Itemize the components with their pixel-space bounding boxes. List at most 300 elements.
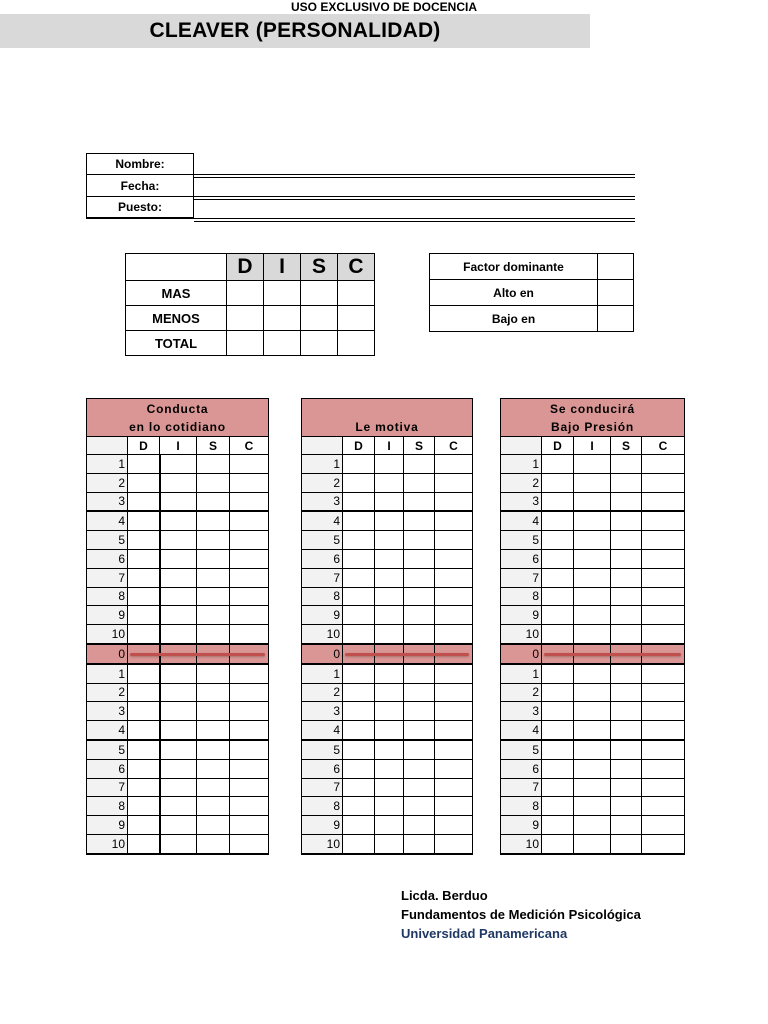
grid-cell-c[interactable]: [435, 455, 473, 474]
mas-i[interactable]: [264, 281, 301, 306]
grid-cell-i[interactable]: [574, 740, 611, 759]
grid-cell-d[interactable]: [343, 702, 375, 721]
grid-row: [302, 759, 473, 778]
grid-cell-d[interactable]: [128, 702, 160, 721]
grid-cell-s[interactable]: [404, 511, 435, 530]
grid-row: [87, 568, 269, 587]
total-d[interactable]: [227, 331, 264, 356]
grid-cell-d[interactable]: [343, 549, 375, 568]
grid-row-number: 2: [87, 683, 128, 702]
grid-cell-s[interactable]: [404, 834, 435, 853]
grid-cell-c[interactable]: [435, 664, 473, 683]
grid-cell-i[interactable]: [574, 834, 611, 853]
grid-cell-s[interactable]: [197, 797, 230, 816]
grid-cell-d[interactable]: [542, 568, 574, 587]
grid-cell-s[interactable]: [611, 683, 642, 702]
grid-cell-s[interactable]: [404, 473, 435, 492]
grid-cell-c[interactable]: [230, 721, 269, 740]
grid-cell-d[interactable]: [542, 683, 574, 702]
grid-cell-s[interactable]: [611, 511, 642, 530]
grid-cell-d[interactable]: [128, 492, 160, 511]
grid-cell-c[interactable]: [435, 797, 473, 816]
grid-cell-c[interactable]: [230, 834, 269, 853]
grid-cell-c[interactable]: [435, 549, 473, 568]
grid-cell-s[interactable]: [197, 625, 230, 644]
grid-cell-i[interactable]: [375, 455, 404, 474]
menos-s[interactable]: [301, 306, 338, 331]
grid-cell-s[interactable]: [197, 740, 230, 759]
factor-dominante-value[interactable]: [598, 254, 634, 280]
total-s[interactable]: [301, 331, 338, 356]
grid-row-number: 8: [501, 797, 542, 816]
grid-cell-s[interactable]: [197, 834, 230, 853]
grid-cell-c[interactable]: [230, 531, 269, 550]
grid-cell-s[interactable]: [611, 834, 642, 853]
grid-cell-i[interactable]: [160, 492, 197, 511]
grid-cell-d[interactable]: [542, 778, 574, 797]
grid-cell-s[interactable]: [611, 816, 642, 835]
grid-cell-s[interactable]: [404, 492, 435, 511]
grid-cell-c[interactable]: [435, 683, 473, 702]
grid-cell-c[interactable]: [230, 816, 269, 835]
grid-cell-d[interactable]: [542, 587, 574, 606]
grid-cell-i[interactable]: [574, 511, 611, 530]
grid-cell-s[interactable]: [197, 473, 230, 492]
grid-cell-c[interactable]: [230, 797, 269, 816]
grid-cell-i[interactable]: [375, 797, 404, 816]
grid-cell-c[interactable]: [642, 834, 685, 853]
grid-cell-i[interactable]: [375, 759, 404, 778]
grid-cell-i[interactable]: [574, 778, 611, 797]
grid-cell-c[interactable]: [230, 549, 269, 568]
grid-cell-i[interactable]: [160, 816, 197, 835]
grid-cell-d[interactable]: [343, 759, 375, 778]
grid-cell-s[interactable]: [611, 702, 642, 721]
grid-row: [87, 587, 269, 606]
grid-cell-c[interactable]: [230, 473, 269, 492]
grid-cell-i[interactable]: [574, 455, 611, 474]
grid-row: [302, 492, 473, 511]
grid-cell-i[interactable]: [160, 625, 197, 644]
grid-cell-c[interactable]: [435, 511, 473, 530]
nombre-line[interactable]: [194, 174, 635, 178]
grid-cell-c[interactable]: [230, 511, 269, 530]
grid-row: [501, 455, 685, 474]
grid-cell-s[interactable]: [611, 568, 642, 587]
grid-cell-c[interactable]: [435, 834, 473, 853]
grid-cell-d[interactable]: [128, 778, 160, 797]
grid-cell-c[interactable]: [230, 778, 269, 797]
grid-cell-s[interactable]: [197, 816, 230, 835]
grid-cell-c[interactable]: [642, 797, 685, 816]
alto-en-value[interactable]: [598, 280, 634, 306]
grid-title-line1: Se conducirá: [550, 401, 635, 416]
grid-cell-d[interactable]: [343, 683, 375, 702]
grid-cell-s[interactable]: [404, 721, 435, 740]
grid-cell-s[interactable]: [404, 797, 435, 816]
grid-cell-d[interactable]: [542, 511, 574, 530]
grid-cell-c[interactable]: [642, 455, 685, 474]
grid-row: [87, 531, 269, 550]
grid-cell-i[interactable]: [574, 606, 611, 625]
grid-cell-d[interactable]: [128, 606, 160, 625]
grid-cell-c[interactable]: [642, 683, 685, 702]
grid-cell-i[interactable]: [375, 778, 404, 797]
grid-cell-i[interactable]: [160, 702, 197, 721]
grid-row-number: 4: [87, 511, 128, 530]
mas-c[interactable]: [338, 281, 375, 306]
grid-cell-s[interactable]: [197, 587, 230, 606]
grid-row-number: 6: [302, 549, 343, 568]
grid-row-number: 6: [302, 759, 343, 778]
grid-cell-c[interactable]: [230, 625, 269, 644]
grid-cell-i[interactable]: [574, 816, 611, 835]
grid-cell-c[interactable]: [435, 721, 473, 740]
grid-row-number: 9: [501, 606, 542, 625]
grid-cell-c[interactable]: [642, 702, 685, 721]
grid-cell-c[interactable]: [435, 816, 473, 835]
grid-cell-s[interactable]: [197, 664, 230, 683]
grid-cell-d[interactable]: [343, 587, 375, 606]
grid-row-number: 7: [501, 778, 542, 797]
grid-cell-c[interactable]: [642, 492, 685, 511]
grid-cell-d[interactable]: [343, 721, 375, 740]
grid-row: [87, 702, 269, 721]
grid-cell-c[interactable]: [230, 568, 269, 587]
grid-cell-i[interactable]: [160, 606, 197, 625]
grid-cell-i[interactable]: [375, 606, 404, 625]
grid-cell-c[interactable]: [435, 759, 473, 778]
grid-cell-i[interactable]: [574, 759, 611, 778]
grid-cell-c[interactable]: [642, 587, 685, 606]
grid-cell-s[interactable]: [611, 778, 642, 797]
grid-cell-d[interactable]: [542, 606, 574, 625]
grid-cell-i[interactable]: [375, 664, 404, 683]
grid-cell-d[interactable]: [343, 664, 375, 683]
grid-title-line2: en lo cotidiano: [129, 419, 226, 434]
grid-cell-i[interactable]: [160, 683, 197, 702]
grid-cell-c[interactable]: [230, 702, 269, 721]
grid-cell-i[interactable]: [574, 531, 611, 550]
grid-col-header-s: S: [197, 437, 230, 455]
grid-cell-d[interactable]: [542, 625, 574, 644]
grid-cell-i[interactable]: [574, 492, 611, 511]
grid-cell-i[interactable]: [375, 702, 404, 721]
grid-cell-s[interactable]: [197, 778, 230, 797]
grid-cell-i[interactable]: [375, 568, 404, 587]
grid-cell-d[interactable]: [542, 740, 574, 759]
grid-cell-c[interactable]: [642, 511, 685, 530]
grid-cell-d[interactable]: [343, 816, 375, 835]
grid-cell-c[interactable]: [642, 759, 685, 778]
grid-cell-i[interactable]: [574, 473, 611, 492]
grid-cell-i[interactable]: [160, 568, 197, 587]
grid-cell-d[interactable]: [128, 511, 160, 530]
grid-row: [87, 834, 269, 853]
grid-cell-c[interactable]: [642, 740, 685, 759]
grid-row: [501, 492, 685, 511]
grid-cell-i[interactable]: [160, 587, 197, 606]
grid-cell-s[interactable]: [404, 455, 435, 474]
grid-cell-i[interactable]: [375, 473, 404, 492]
total-c[interactable]: [338, 331, 375, 356]
grid-cell-i[interactable]: [160, 740, 197, 759]
grid-cell-i[interactable]: [160, 511, 197, 530]
grid-cell-s[interactable]: [611, 664, 642, 683]
row-label-total: TOTAL: [126, 331, 227, 356]
grid-cell-s[interactable]: [197, 606, 230, 625]
grid-cell-c[interactable]: [642, 473, 685, 492]
grid-cell-s[interactable]: [611, 492, 642, 511]
grid-cell-d[interactable]: [343, 606, 375, 625]
mas-d[interactable]: [227, 281, 264, 306]
grid-cell-c[interactable]: [642, 606, 685, 625]
grid-cell-s[interactable]: [611, 721, 642, 740]
grid-cell-d[interactable]: [128, 721, 160, 740]
grid-cell-s[interactable]: [404, 740, 435, 759]
grid-cell-i[interactable]: [574, 797, 611, 816]
grid-cell-i[interactable]: [375, 511, 404, 530]
grid-cell-i[interactable]: [375, 492, 404, 511]
grid-cell-d[interactable]: [343, 473, 375, 492]
grid-cell-s[interactable]: [611, 473, 642, 492]
grid-cell-c[interactable]: [230, 492, 269, 511]
grid-cell-s[interactable]: [404, 816, 435, 835]
grid-cell-c[interactable]: [642, 625, 685, 644]
grid-cell-s[interactable]: [404, 606, 435, 625]
grid-cell-i[interactable]: [375, 587, 404, 606]
grid-cell-d[interactable]: [343, 531, 375, 550]
grid-cell-d[interactable]: [343, 797, 375, 816]
grid-cell-c[interactable]: [230, 606, 269, 625]
grid-cell-c[interactable]: [230, 740, 269, 759]
grid-row-number: 6: [501, 549, 542, 568]
grid-col-header-i: I: [160, 437, 197, 455]
grid-cell-i[interactable]: [375, 531, 404, 550]
grid-cell-s[interactable]: [611, 531, 642, 550]
grid-cell-c[interactable]: [435, 740, 473, 759]
grid-cell-i[interactable]: [160, 721, 197, 740]
grid-cell-c[interactable]: [435, 702, 473, 721]
puesto-line[interactable]: [194, 218, 635, 222]
grid-cell-i[interactable]: [160, 455, 197, 474]
grid-cell-i[interactable]: [160, 834, 197, 853]
grid-cell-d[interactable]: [542, 759, 574, 778]
grid-cell-s[interactable]: [611, 797, 642, 816]
grid-cell-d[interactable]: [542, 549, 574, 568]
grid-cell-c[interactable]: [642, 664, 685, 683]
grid-cell-d[interactable]: [542, 473, 574, 492]
grid-cell-d[interactable]: [128, 797, 160, 816]
grid-row-number: 0: [87, 644, 128, 664]
grid-cell-d[interactable]: [343, 568, 375, 587]
mas-s[interactable]: [301, 281, 338, 306]
grid-cell-i[interactable]: [574, 587, 611, 606]
grid-cell-i[interactable]: [160, 531, 197, 550]
grid-cell-d[interactable]: [343, 511, 375, 530]
grid-cell-d[interactable]: [128, 587, 160, 606]
grid-cell-d[interactable]: [128, 473, 160, 492]
grid-cell-s[interactable]: [404, 759, 435, 778]
grid-cell-i[interactable]: [574, 549, 611, 568]
grid-cell-d[interactable]: [542, 531, 574, 550]
grid-cell-s[interactable]: [197, 759, 230, 778]
grid-cell-c[interactable]: [435, 492, 473, 511]
grid-cell-d[interactable]: [542, 455, 574, 474]
grid-cell-s[interactable]: [404, 531, 435, 550]
grid-cell-d[interactable]: [128, 568, 160, 587]
grid-cell-s[interactable]: [197, 568, 230, 587]
grid-cell-d[interactable]: [343, 834, 375, 853]
grid-cell-s[interactable]: [611, 587, 642, 606]
grid-cell-c[interactable]: [230, 759, 269, 778]
grid-cell-d[interactable]: [128, 625, 160, 644]
grid-cell-d[interactable]: [343, 625, 375, 644]
grid-cell-c[interactable]: [642, 531, 685, 550]
grid-cell-d[interactable]: [542, 816, 574, 835]
grid-cell-c[interactable]: [642, 721, 685, 740]
grid-cell-d[interactable]: [128, 834, 160, 853]
grid-row-number: 4: [302, 721, 343, 740]
grid-cell-d[interactable]: [128, 740, 160, 759]
fecha-line[interactable]: [194, 196, 635, 200]
grid-cell-d[interactable]: [343, 740, 375, 759]
grid-cell-s[interactable]: [611, 740, 642, 759]
factor-dominante-label: Factor dominante: [430, 254, 598, 280]
grid-row: [501, 778, 685, 797]
zero-baseline-line: [544, 653, 681, 656]
grid-cell-d[interactable]: [343, 778, 375, 797]
grid-cell-s[interactable]: [197, 683, 230, 702]
grid-cell-d[interactable]: [542, 721, 574, 740]
grid-cell-c[interactable]: [230, 455, 269, 474]
grid-row: [87, 455, 269, 474]
grid-cell-d[interactable]: [542, 702, 574, 721]
grid-cell-i[interactable]: [375, 549, 404, 568]
grid-cell-s[interactable]: [197, 702, 230, 721]
grid-cell-c[interactable]: [230, 683, 269, 702]
grid-cell-s[interactable]: [404, 664, 435, 683]
grid-cell-s[interactable]: [197, 531, 230, 550]
grid-cell-c[interactable]: [435, 568, 473, 587]
grid-cell-s[interactable]: [404, 625, 435, 644]
grid-cell-d[interactable]: [128, 816, 160, 835]
grid-cell-c[interactable]: [435, 587, 473, 606]
grid-cell-d[interactable]: [128, 455, 160, 474]
grid-row-number: 9: [302, 816, 343, 835]
grid-cell-s[interactable]: [404, 568, 435, 587]
grid-cell-i[interactable]: [160, 473, 197, 492]
grid-cell-s[interactable]: [611, 455, 642, 474]
grid-cell-i[interactable]: [160, 664, 197, 683]
grid-cell-c[interactable]: [642, 778, 685, 797]
grid-cell-c[interactable]: [435, 625, 473, 644]
menos-i[interactable]: [264, 306, 301, 331]
grid-cell-d[interactable]: [128, 531, 160, 550]
total-i[interactable]: [264, 331, 301, 356]
grid-cell-c[interactable]: [642, 816, 685, 835]
grid-cell-d[interactable]: [542, 834, 574, 853]
grid-cell-d[interactable]: [128, 549, 160, 568]
grid-cell-s[interactable]: [611, 759, 642, 778]
grid-cell-i[interactable]: [375, 834, 404, 853]
grid-cell-s[interactable]: [404, 587, 435, 606]
grid-cell-i[interactable]: [160, 759, 197, 778]
bajo-en-value[interactable]: [598, 306, 634, 332]
grid-cell-c[interactable]: [435, 778, 473, 797]
grid-col-header-c: C: [230, 437, 269, 455]
grid-row: [501, 797, 685, 816]
grid-row-number: 0: [501, 644, 542, 664]
grid-cell-i[interactable]: [574, 664, 611, 683]
grid-cell-c[interactable]: [435, 606, 473, 625]
grid-cell-c[interactable]: [642, 568, 685, 587]
grid-cell-d[interactable]: [128, 683, 160, 702]
grid-cell-i[interactable]: [375, 721, 404, 740]
menos-d[interactable]: [227, 306, 264, 331]
grid-row: [501, 511, 685, 530]
grid-cell-s[interactable]: [611, 549, 642, 568]
menos-c[interactable]: [338, 306, 375, 331]
disc-header-d: D: [227, 254, 264, 281]
grid-row: [302, 664, 473, 683]
grid-cell-i[interactable]: [574, 625, 611, 644]
grid-cell-s[interactable]: [197, 455, 230, 474]
grid-cell-d[interactable]: [128, 664, 160, 683]
grid-cell-c[interactable]: [435, 531, 473, 550]
grid-cell-s[interactable]: [197, 492, 230, 511]
grid-cell-i[interactable]: [160, 797, 197, 816]
disc-header-c: C: [338, 254, 375, 281]
grid-cell-c[interactable]: [642, 549, 685, 568]
disc-header-s: S: [301, 254, 338, 281]
grid-cell-i[interactable]: [574, 702, 611, 721]
grid-cell-d[interactable]: [542, 664, 574, 683]
grid-cell-i[interactable]: [375, 625, 404, 644]
grid-cell-s[interactable]: [197, 511, 230, 530]
grid-cell-i[interactable]: [160, 778, 197, 797]
grid-cell-i[interactable]: [574, 568, 611, 587]
grid-cell-i[interactable]: [375, 740, 404, 759]
grid-cell-s[interactable]: [404, 702, 435, 721]
grid-cell-i[interactable]: [574, 721, 611, 740]
grid-cell-i[interactable]: [574, 683, 611, 702]
grid-cell-s[interactable]: [611, 625, 642, 644]
grid-cell-s[interactable]: [404, 683, 435, 702]
grid-cell-c[interactable]: [230, 587, 269, 606]
grid-cell-i[interactable]: [375, 683, 404, 702]
grid-cell-s[interactable]: [611, 606, 642, 625]
grid-cell-s[interactable]: [197, 721, 230, 740]
grid-cell-d[interactable]: [128, 759, 160, 778]
grid-cell-d[interactable]: [343, 455, 375, 474]
grid-cell-s[interactable]: [404, 549, 435, 568]
grid-cell-d[interactable]: [542, 797, 574, 816]
grid-row-number: 1: [87, 455, 128, 474]
grid-cell-i[interactable]: [160, 549, 197, 568]
grid-cell-s[interactable]: [404, 778, 435, 797]
grid-cell-s[interactable]: [197, 549, 230, 568]
grid-title-presion: [501, 399, 685, 437]
grid-cell-c[interactable]: [435, 473, 473, 492]
grid-row: [501, 759, 685, 778]
grid-cell-c[interactable]: [230, 664, 269, 683]
grid-cell-d[interactable]: [542, 492, 574, 511]
grid-cell-i[interactable]: [375, 816, 404, 835]
grid-col-header-s: S: [611, 437, 642, 455]
grid-row: [501, 834, 685, 853]
grid-cell-d[interactable]: [343, 492, 375, 511]
